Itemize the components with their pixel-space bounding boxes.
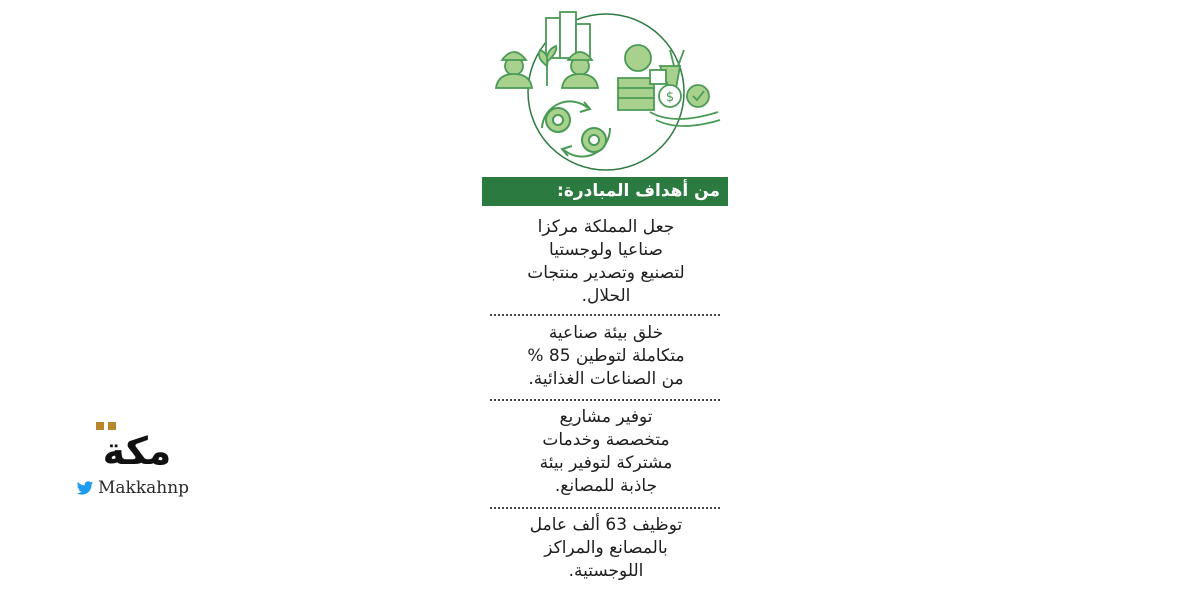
dotted-separator [490, 399, 720, 401]
handle-text: Makkahnp [98, 478, 190, 498]
goal-item [486, 322, 726, 391]
goals-header: من أهداف المبادرة: [482, 177, 728, 206]
twitter-icon [76, 481, 94, 496]
goal-line: متكاملة لتوطين 85 % [527, 346, 685, 366]
goal-line: اللوجستية. [568, 561, 644, 581]
svg-text:$: $ [665, 90, 675, 105]
goal-line: لتصنيع وتصدير منتجات [527, 263, 685, 283]
brand-name: مكة [102, 429, 172, 473]
goal-line: توظيف 63 ألف عامل [529, 515, 683, 535]
goal-item [486, 406, 726, 498]
goal-line: خلق بيئة صناعية [548, 323, 664, 343]
goal-line: جاذبة للمصانع. [554, 476, 658, 496]
goal-line: مشتركة لتوفير بيئة [539, 453, 673, 473]
halal-industry-illustration [484, 8, 728, 172]
goal-line: جعل المملكة مركزا [537, 217, 675, 237]
goal-line: بالمصانع والمراكز [544, 538, 668, 558]
money-hand-icon [650, 85, 720, 126]
goal-line: متخصصة وخدمات [542, 430, 670, 450]
goal-line: صناعيا ولوجستيا [549, 240, 663, 260]
dotted-separator [490, 507, 720, 509]
goal-line: الحلال. [581, 286, 631, 306]
social-handle[interactable] [76, 478, 189, 498]
goal-item [486, 216, 726, 308]
goal-line: من الصناعات الغذائية. [528, 369, 684, 389]
dotted-separator [490, 314, 720, 316]
goal-line: توفير مشاريع [559, 407, 653, 427]
goal-item [486, 514, 726, 583]
